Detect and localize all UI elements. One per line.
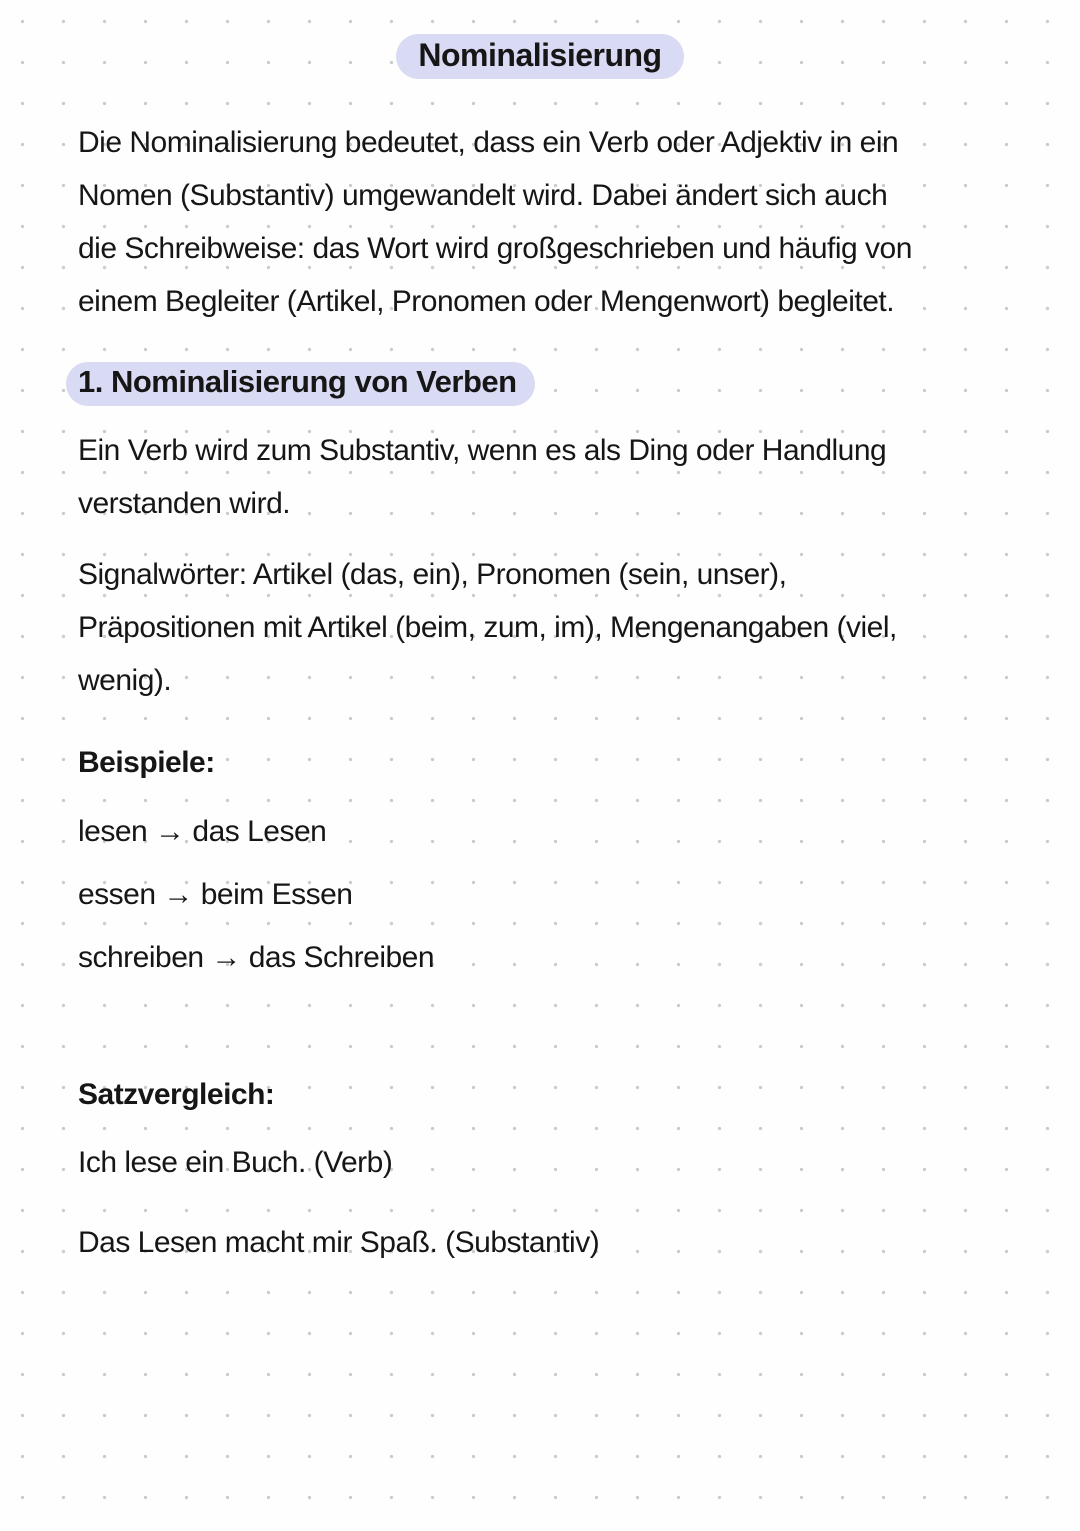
intro-line: die Schreibweise: das Wort wird großgeschrieben und häufig von [78,232,912,265]
section1-heading-row [66,362,535,406]
example-line: essen → beim Essen [78,878,353,911]
comparison-line: Das Lesen macht mir Spaß. (Substantiv) [78,1226,600,1259]
intro-paragraph [78,116,912,328]
intro-line: einem Begleiter (Artikel, Pronomen oder Mengenwort) begleitet. [78,285,895,318]
example-line: lesen → das Lesen [78,815,327,848]
definition-paragraph [78,424,886,530]
signal-words-line: Präpositionen mit Artikel (beim, zum, im), Mengenangaben (viel, [78,611,897,644]
title-highlight [396,34,683,79]
page-title: Nominalisierung [418,37,662,73]
example-line: schreiben → das Schreiben [78,941,435,974]
signal-words-paragraph [78,548,897,707]
section1-heading: 1. Nominalisierung von Verben [78,364,517,399]
intro-line: Die Nominalisierung bedeutet, dass ein Verb oder Adjektiv in ein [78,126,899,159]
definition-line: verstanden wird. [78,487,291,520]
title-row [0,34,1080,79]
examples-label: Beispiele: [78,746,215,779]
comparison-line: Ich lese ein Buch. (Verb) [78,1146,393,1179]
signal-words-line: Signalwörter: Artikel (das, ein), Pronomen (sein, unser), [78,558,787,591]
section1-heading-highlight [66,362,535,406]
definition-line: Ein Verb wird zum Substantiv, wenn es als Ding oder Handlung [78,434,887,467]
intro-line: Nomen (Substantiv) umgewandelt wird. Dabei ändert sich auch [78,179,888,212]
examples-list [78,800,434,989]
signal-words-line: wenig). [78,664,172,697]
comparison-label: Satzvergleich: [78,1078,275,1111]
